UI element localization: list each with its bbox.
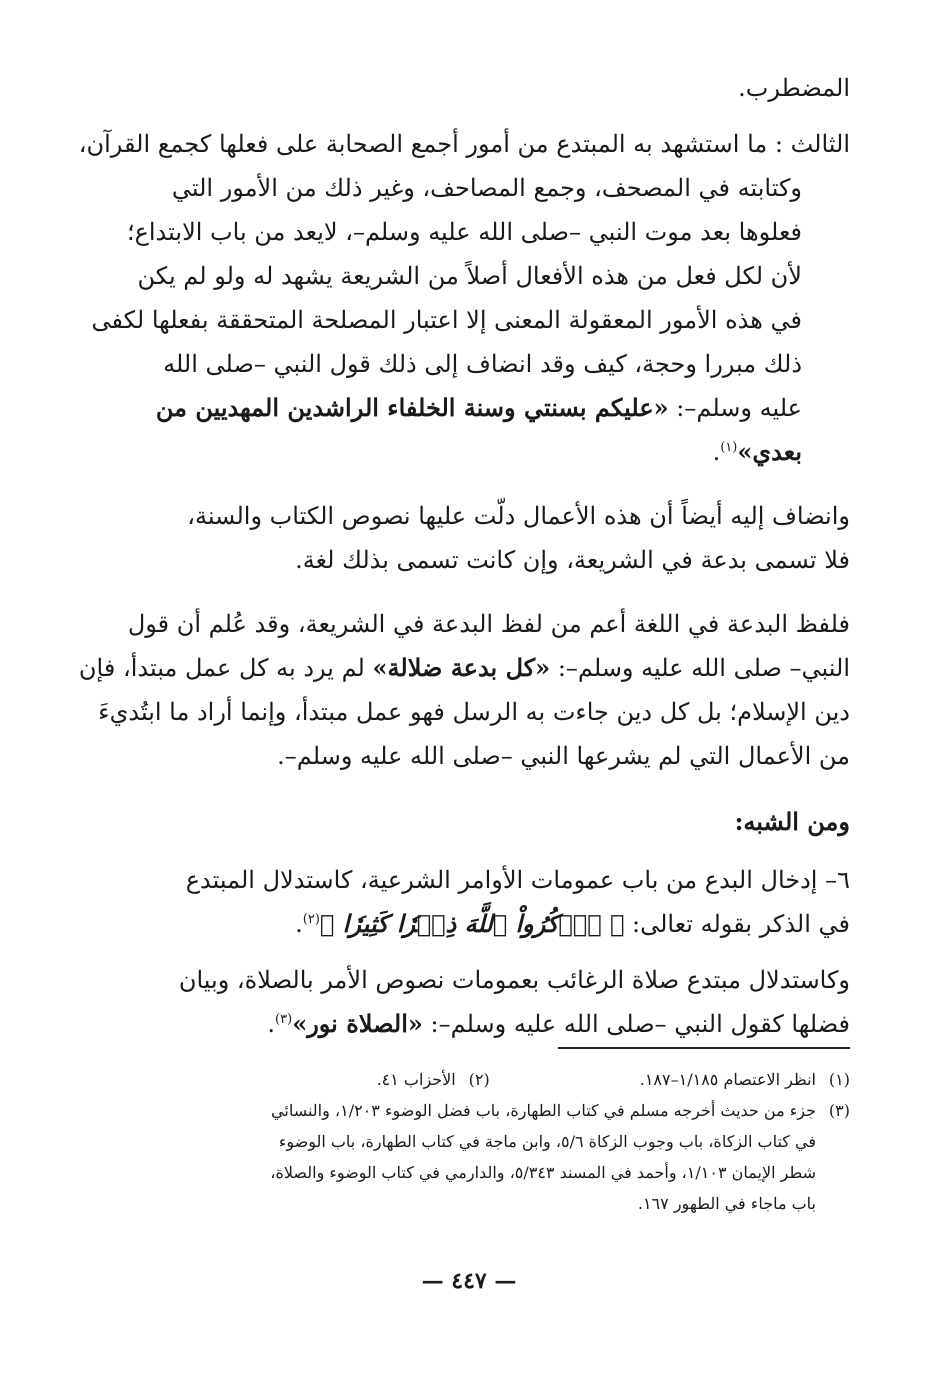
footnote-text: انظر الاعتصام ١/١٨٥–١٨٧.	[639, 1070, 816, 1089]
continuation-line	[150, 66, 850, 110]
text-run: النبي– صلى الله عليه وسلم–:	[557, 654, 850, 682]
footnote-number: (٢)	[468, 1070, 490, 1089]
paragraph-line: في هذه الأمور المعقولة المعنى إلا اعتبار المصلحة المتحققة بفعلها لكفى	[91, 306, 802, 334]
section-heading	[150, 800, 850, 844]
paragraph-addition	[150, 494, 850, 582]
paragraph-line: لأن لكل فعل من هذه الأفعال أصلاً من الشريعة يشهد له ولو لم يكن	[137, 262, 802, 290]
continuation-text: المضطرب.	[738, 74, 850, 102]
paragraph-line: فلا تسمى بدعة في الشريعة، وإن كانت تسمى بذلك لغة.	[295, 546, 850, 574]
paragraph-line	[150, 386, 850, 430]
paragraph-line	[150, 430, 850, 474]
text-run: لم يرد به كل عمل مبتدأ، فإن	[78, 654, 365, 682]
paragraph-line: فعلوها بعد موت النبي –صلى الله عليه وسلم–، لايعد من باب الابتداع؛	[126, 218, 802, 246]
paragraph-point-six	[150, 858, 850, 946]
footnote-separator	[558, 1047, 850, 1049]
paragraph-line: وكتابته في المصحف، وجمع المصاحف، وغير ذلك من الأمور التي	[171, 174, 802, 202]
paragraph-line	[78, 646, 850, 690]
footnote-line: في كتاب الزكاة، باب وجوب الزكاة ٥/٦، وابن ماجة في كتاب الطهارة، باب الوضوء	[278, 1132, 816, 1151]
footnote-line	[150, 1095, 850, 1126]
text-run: في الذكر بقوله تعالى:	[632, 910, 850, 938]
text-run: عليه وسلم–:	[676, 394, 802, 422]
footnote-ref: (٢)	[302, 912, 320, 927]
punctuation: .	[267, 1010, 276, 1038]
footnote-text: الأحزاب ٤١.	[376, 1070, 456, 1089]
paragraph-line: دين الإسلام؛ بل كل دين جاءت به الرسل فهو عمل مبتدأ، وإنما أراد ما ابتُديءَ	[98, 698, 850, 726]
footnote-number: (١)	[828, 1070, 850, 1089]
paragraph-line: فلفظ البدعة في اللغة أعم من لفظ البدعة في الشريعة، وقد عُلم أن قول	[127, 610, 850, 638]
paragraph-line: وانضاف إليه أيضاً أن هذه الأعمال دلّت عليها نصوص الكتاب والسنة،	[187, 502, 850, 530]
paragraph-line: ذلك مبررا وحجة، كيف وقد انضاف إلى ذلك قول النبي –صلى الله	[163, 350, 802, 378]
footnote-text: جزء من حديث أخرجه مسلم في كتاب الطهارة، باب فضل الوضوء ١/٢٠٣، والنسائي	[271, 1101, 816, 1120]
paragraph-line: وكاستدلال مبتدع صلاة الرغائب بعمومات نصوص الأمر بالصلاة، وبيان	[178, 966, 850, 994]
footnotes	[150, 1064, 850, 1219]
punctuation: .	[295, 910, 303, 938]
paragraph-third-point	[78, 122, 850, 474]
paragraph-line: من الأعمال التي لم يشرعها النبي –صلى الله عليه وسلم–.	[277, 742, 850, 770]
hadith-quote: «كل بدعة ضلالة»	[372, 653, 551, 682]
paragraph-line: الثالث : ما استشهد به المبتدع من أمور أجمع الصحابة على فعلها كجمع القرآن،	[78, 130, 850, 158]
footnote-line	[150, 1064, 850, 1095]
hadith-quote: «عليكم بسنتي وسنة الخلفاء الراشدين المهديين من	[155, 393, 669, 422]
footnote-ref: (١)	[720, 440, 738, 455]
footnote-number: (٣)	[828, 1101, 850, 1120]
hadith-quote-end: بعدي»	[737, 437, 802, 466]
hadith-quote: «الصلاة نور»	[292, 1009, 423, 1038]
paragraph-line: ٦– إدخال البدع من باب عمومات الأوامر الشرعية، كاستدلال المبتدع	[185, 866, 850, 894]
paragraph-line	[150, 1002, 850, 1046]
footnote-ref: (٣)	[275, 1012, 293, 1027]
paragraph-line	[150, 902, 850, 946]
page-number: — ٤٤٧ —	[421, 1268, 517, 1294]
punctuation: .	[712, 438, 721, 466]
paragraph-raghaib	[150, 958, 850, 1046]
footnote-line: باب ماجاء في الطهور ١٦٧.	[637, 1194, 816, 1213]
quran-verse: ﴿ ٱذۡكُرُواْ ٱللَّهَ ذِكۡرٗا كَثِيرٗا ﴾	[319, 909, 625, 938]
paragraph-linguistic	[78, 602, 850, 778]
text-run: فضلها كقول النبي –صلى الله عليه وسلم–:	[430, 1010, 850, 1038]
footnote-line: شطر الإيمان ١/١٠٣، وأحمد في المسند ٥/٣٤٣، والدارمي في كتاب الوضوء والصلاة،	[270, 1163, 816, 1182]
heading-text: ومن الشبه:	[734, 807, 850, 836]
